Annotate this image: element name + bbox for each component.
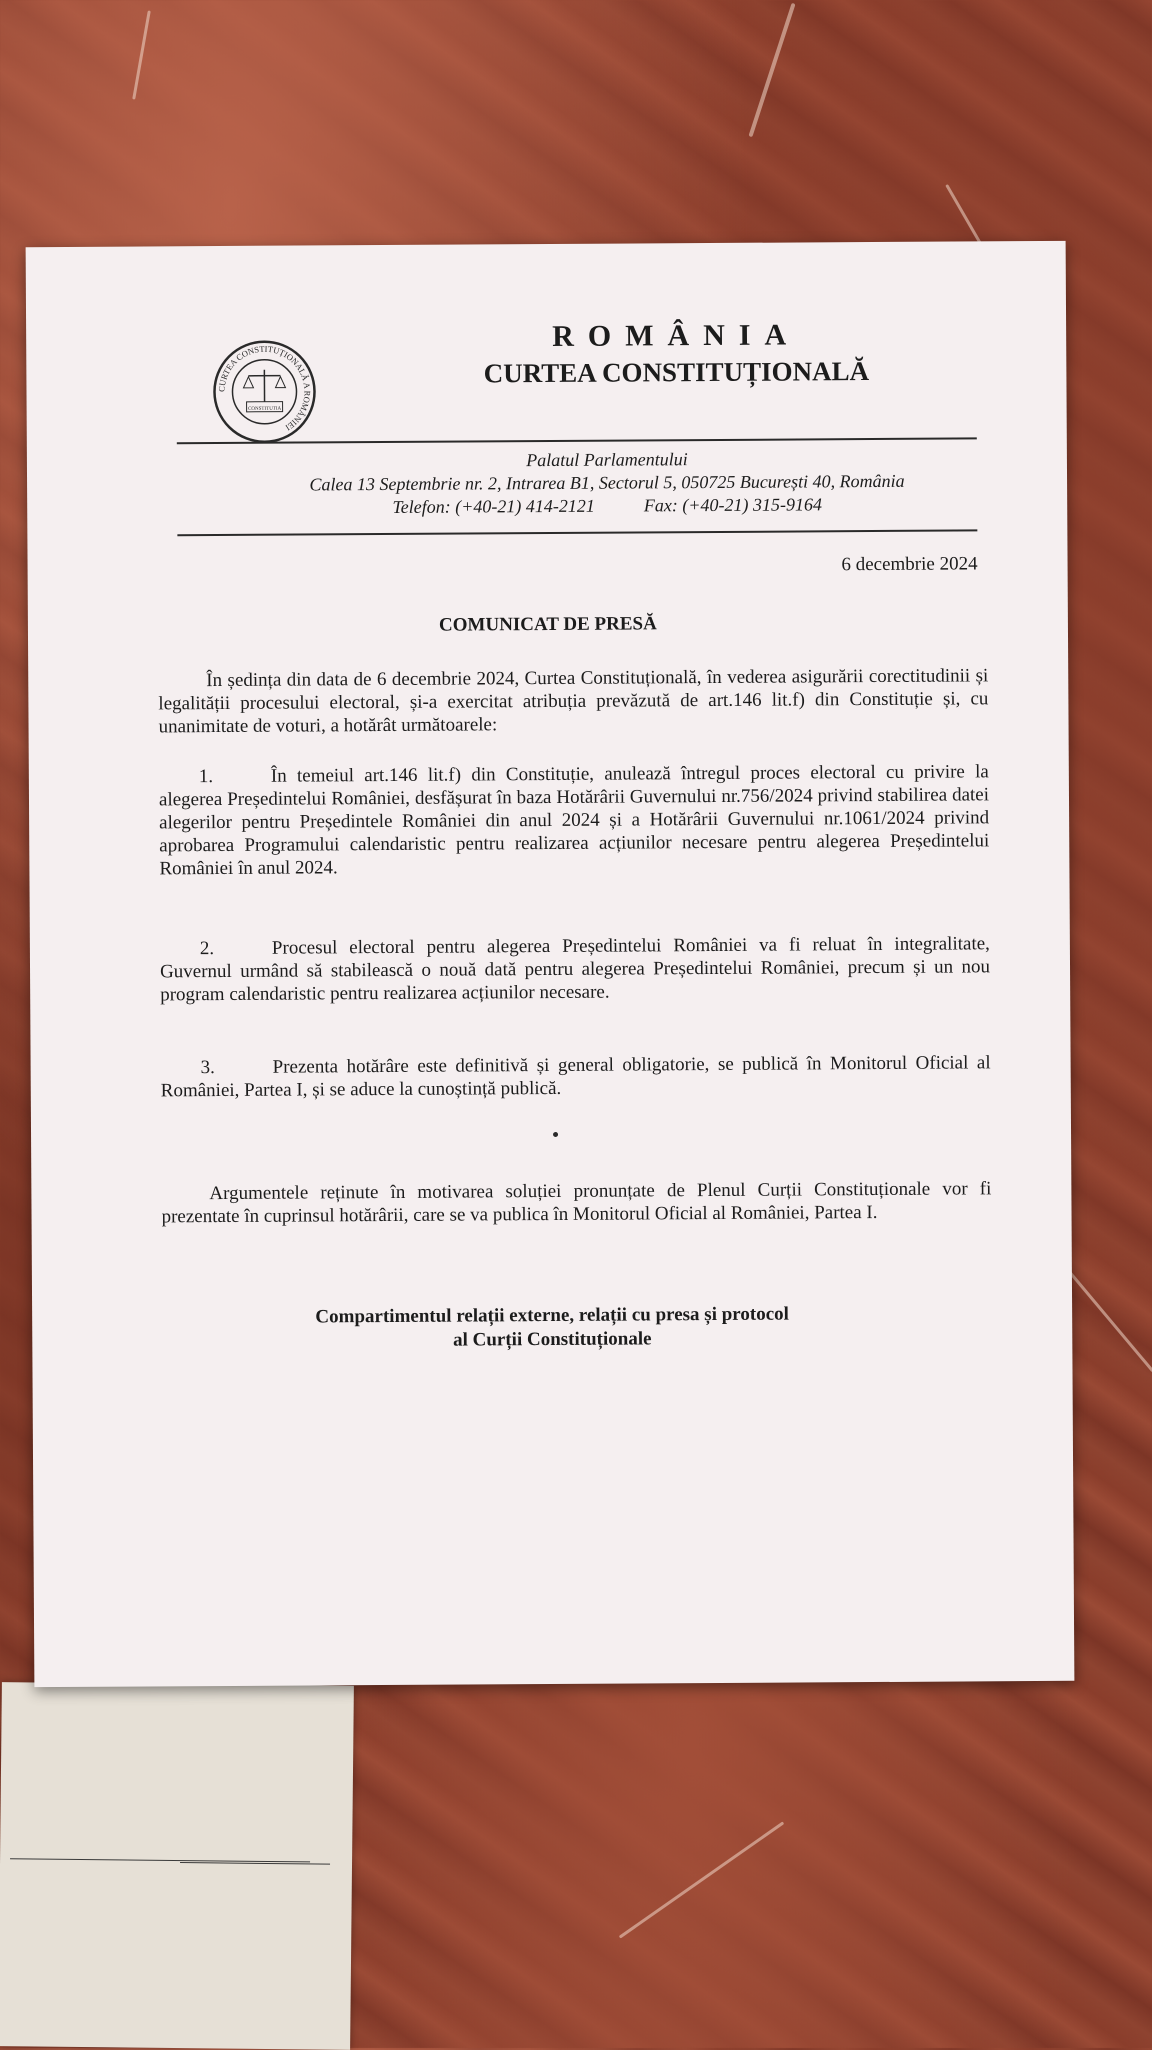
item-text: În temeiul art.146 lit.f) din Constituție, anulează întregul proces electoral cu privire la alegerea Președintelui României, desfășurat în baza Hotărârii Guvernului nr.756/2024 privind stabilirea datei alegerilor pentru Președintele României din anul 2024 și a Hotărârii Guvernului nr.1061/2024 privind aprobarea Programului calendaristic pentru realizarea acțiunilor necesare pentru alegerea Președintelui României în anul 2024. [159, 761, 989, 879]
marble-vein [748, 3, 795, 137]
header-rule-bottom [177, 529, 977, 536]
item-number: 1. [199, 765, 271, 788]
item-number: 2. [200, 937, 272, 960]
item-text: Prezenta hotărâre este definitivă și general obligatorie, se publică în Monitorul Oficial al României, Partea I, și se aduce la cunoștință publică. [161, 1052, 991, 1101]
address-contacts [227, 493, 987, 519]
fax-number: Fax: (+40-21) 315-9164 [644, 494, 822, 515]
item-number: 3. [201, 1056, 273, 1079]
decision-item-3 [161, 1051, 991, 1102]
paper-card [0, 1682, 354, 2050]
intro-paragraph: În ședința din data de 6 decembrie 2024, Curtea Constituțională, în vederea asigurării corectitudinii și legalității procesului electoral, și-a exercitat atribuția prevăzută de art.146 lit.f) din Constituție și, cu unanimitate de voturi, a hotărât următoarele: [158, 664, 988, 738]
release-date: 6 decembrie 2024 [841, 553, 977, 576]
release-heading: COMUNICAT DE PRESĂ [28, 611, 1068, 639]
press-release-document [26, 241, 1075, 1687]
separator-dot [553, 1132, 558, 1137]
decision-item-2 [160, 932, 990, 1006]
marble-vein [619, 1821, 785, 1938]
signature-line-2: al Curții Constituționale [212, 1326, 892, 1354]
decision-item-1 [159, 760, 990, 880]
address-street: Calea 13 Septembrie nr. 2, Intrarea B1, Sectorul 5, 050725 București 40, România [227, 470, 987, 496]
signature-line-1: Compartimentul relații externe, relații cu presa și protocol [212, 1302, 892, 1330]
institution-title: CURTEA CONSTITUȚIONALĂ [406, 356, 946, 390]
svg-text:CONSTITUTIA: CONSTITUTIA [248, 407, 281, 412]
closing-paragraph: Argumentele reținute în motivarea soluției pronunțate de Plenul Curții Constituționale vor fi prezentate în cuprinsul hotărârii, care se va publica în Monitorul Oficial al României, Partea I. [161, 1177, 991, 1228]
phone-number: Telefon: (+40-21) 414-2121 [392, 496, 595, 517]
marble-vein [132, 10, 151, 99]
card-rule [10, 1858, 310, 1862]
svg-text:CURTEA CONSTITUȚIONALĂ A ROMÂN: CURTEA CONSTITUȚIONALĂ A ROMÂNIEI [216, 343, 313, 433]
court-seal-icon [212, 339, 317, 444]
address-building: Palatul Parlamentului [227, 447, 987, 473]
country-title: ROMÂNIA [466, 318, 886, 355]
card-rule [180, 1862, 330, 1865]
item-text: Procesul electoral pentru alegerea Președintelui României va fi reluat în integralitate, Guvernul urmând să stabilească o nouă dată pentru alegerea Președintelui României, precum și un nou program calendaristic pentru realizarea acțiunilor necesare. [160, 933, 990, 1005]
